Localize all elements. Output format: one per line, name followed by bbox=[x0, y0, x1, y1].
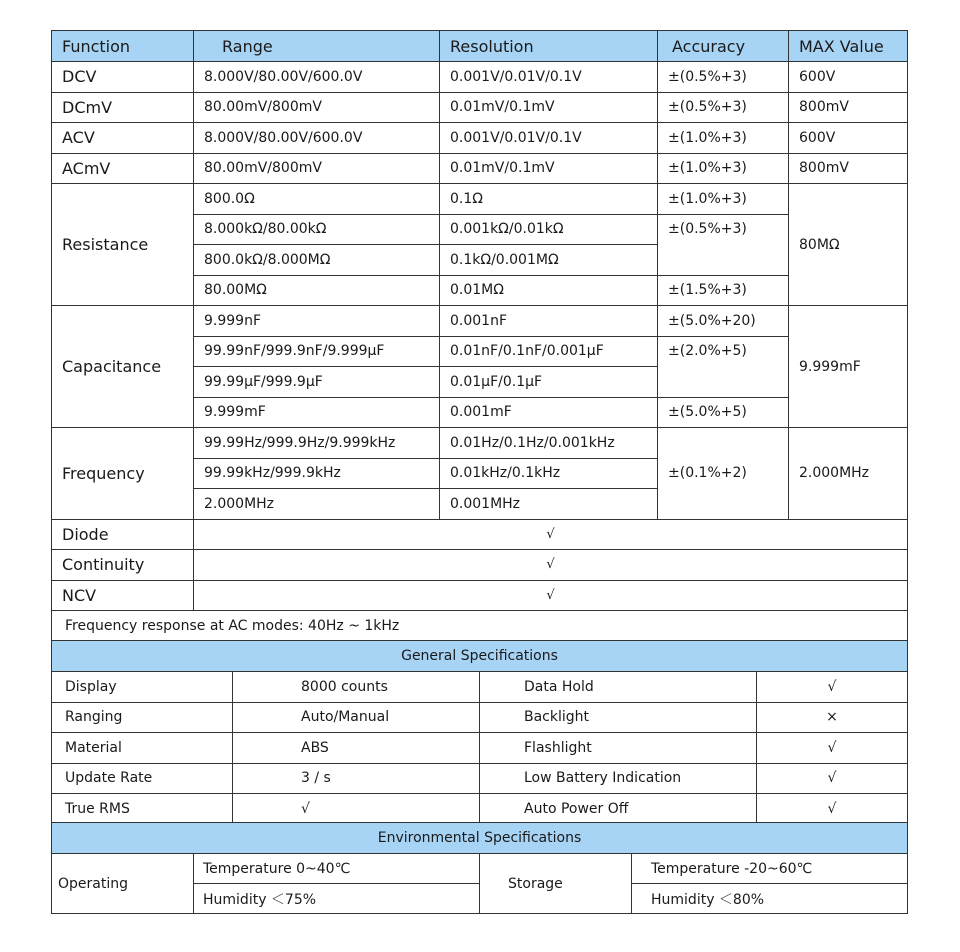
feature-label: Flashlight bbox=[480, 733, 757, 764]
header-accuracy: Accuracy bbox=[658, 31, 789, 62]
spec-label: Display bbox=[52, 672, 233, 703]
resolution-cell: 0.001MHz bbox=[440, 489, 658, 520]
range-cell: 8.000V/80.00V/600.0V bbox=[194, 62, 440, 93]
range-cell: 2.000MHz bbox=[194, 489, 440, 520]
feature-mark: √ bbox=[757, 672, 908, 703]
storage-label: Storage bbox=[480, 854, 632, 914]
general-specifications-title: General Specifications bbox=[52, 641, 908, 672]
spec-value: Auto/Manual bbox=[233, 702, 480, 733]
resolution-cell: 0.001mF bbox=[440, 397, 658, 428]
resolution-cell: 0.01μF/0.1μF bbox=[440, 367, 658, 398]
table-row bbox=[52, 763, 908, 794]
table-row bbox=[52, 184, 908, 215]
resolution-cell: 0.001kΩ/0.01kΩ bbox=[440, 214, 658, 245]
accuracy-cell: ±(0.5%+3) bbox=[658, 214, 789, 275]
table-row bbox=[52, 153, 908, 184]
resolution-cell: 0.01mV/0.1mV bbox=[440, 92, 658, 123]
table-row bbox=[52, 580, 908, 611]
frequency-response-note: Frequency response at AC modes: 40Hz ~ 1kHz bbox=[52, 611, 908, 642]
header-range: Range bbox=[194, 31, 440, 62]
range-cell: 800.0kΩ/8.000MΩ bbox=[194, 245, 440, 276]
range-cell: 99.99Hz/999.9Hz/9.999kHz bbox=[194, 428, 440, 459]
accuracy-cell: ±(5.0%+5) bbox=[658, 397, 789, 428]
range-cell: 9.999mF bbox=[194, 397, 440, 428]
range-cell: 99.99nF/999.9nF/9.999μF bbox=[194, 336, 440, 367]
check-mark: √ bbox=[194, 580, 908, 611]
spec-value: ABS bbox=[233, 733, 480, 764]
operating-humidity: Humidity ＜75% bbox=[194, 884, 480, 914]
range-cell: 80.00mV/800mV bbox=[194, 92, 440, 123]
accuracy-cell: ±(1.5%+3) bbox=[658, 275, 789, 306]
range-cell: 800.0Ω bbox=[194, 184, 440, 215]
function-cell: ACmV bbox=[52, 153, 194, 184]
spec-label: True RMS bbox=[52, 794, 233, 825]
feature-label: Data Hold bbox=[480, 672, 757, 703]
range-cell: 8.000V/80.00V/600.0V bbox=[194, 123, 440, 154]
function-cell: DCmV bbox=[52, 92, 194, 123]
function-cell: NCV bbox=[52, 580, 194, 611]
range-cell: 8.000kΩ/80.00kΩ bbox=[194, 214, 440, 245]
resolution-cell: 0.01Hz/0.1Hz/0.001kHz bbox=[440, 428, 658, 459]
storage-temperature: Temperature -20~60℃ bbox=[632, 854, 908, 884]
spec-label: Update Rate bbox=[52, 763, 233, 794]
table-row bbox=[52, 550, 908, 581]
resolution-cell: 0.01mV/0.1mV bbox=[440, 153, 658, 184]
header-function: Function bbox=[52, 31, 194, 62]
header-max-value: MAX Value bbox=[789, 31, 908, 62]
header-resolution: Resolution bbox=[440, 31, 658, 62]
table-row bbox=[52, 794, 908, 825]
max-value-cell: 80MΩ bbox=[789, 184, 908, 306]
max-value-cell: 9.999mF bbox=[789, 306, 908, 428]
resolution-cell: 0.001V/0.01V/0.1V bbox=[440, 123, 658, 154]
max-value-cell: 800mV bbox=[789, 92, 908, 123]
range-cell: 80.00MΩ bbox=[194, 275, 440, 306]
table-row bbox=[52, 854, 908, 884]
range-cell: 99.99kHz/999.9kHz bbox=[194, 458, 440, 489]
storage-humidity: Humidity ＜80% bbox=[632, 884, 908, 914]
environmental-spec-table bbox=[51, 822, 908, 914]
max-value-cell: 2.000MHz bbox=[789, 428, 908, 520]
feature-label: Backlight bbox=[480, 702, 757, 733]
table-row bbox=[52, 306, 908, 337]
table-row bbox=[52, 123, 908, 154]
feature-mark: √ bbox=[757, 733, 908, 764]
accuracy-cell: ±(1.0%+3) bbox=[658, 184, 789, 215]
measurement-spec-table bbox=[51, 30, 908, 642]
table-row bbox=[52, 733, 908, 764]
spec-value: 8000 counts bbox=[233, 672, 480, 703]
table-row bbox=[52, 92, 908, 123]
environmental-specifications-title: Environmental Specifications bbox=[52, 823, 908, 854]
spec-value: 3 / s bbox=[233, 763, 480, 794]
feature-label: Auto Power Off bbox=[480, 794, 757, 825]
resolution-cell: 0.001nF bbox=[440, 306, 658, 337]
feature-mark: √ bbox=[757, 763, 908, 794]
function-cell: Frequency bbox=[52, 428, 194, 520]
range-cell: 9.999nF bbox=[194, 306, 440, 337]
accuracy-cell: ±(5.0%+20) bbox=[658, 306, 789, 337]
max-value-cell: 600V bbox=[789, 123, 908, 154]
check-mark: √ bbox=[194, 519, 908, 550]
accuracy-cell: ±(2.0%+5) bbox=[658, 336, 789, 397]
resolution-cell: 0.001V/0.01V/0.1V bbox=[440, 62, 658, 93]
feature-label: Low Battery Indication bbox=[480, 763, 757, 794]
note-row bbox=[52, 611, 908, 642]
table-row bbox=[52, 702, 908, 733]
general-spec-table bbox=[51, 640, 908, 825]
resolution-cell: 0.1Ω bbox=[440, 184, 658, 215]
table-row bbox=[52, 428, 908, 459]
resolution-cell: 0.01nF/0.1nF/0.001μF bbox=[440, 336, 658, 367]
operating-label: Operating bbox=[52, 854, 194, 914]
range-cell: 99.99μF/999.9μF bbox=[194, 367, 440, 398]
accuracy-cell: ±(1.0%+3) bbox=[658, 123, 789, 154]
feature-mark: √ bbox=[757, 794, 908, 825]
resolution-cell: 0.1kΩ/0.001MΩ bbox=[440, 245, 658, 276]
check-mark: √ bbox=[194, 550, 908, 581]
spec-label: Ranging bbox=[52, 702, 233, 733]
function-cell: Capacitance bbox=[52, 306, 194, 428]
function-cell: Continuity bbox=[52, 550, 194, 581]
table-row bbox=[52, 519, 908, 550]
function-cell: Resistance bbox=[52, 184, 194, 306]
max-value-cell: 600V bbox=[789, 62, 908, 93]
operating-temperature: Temperature 0~40℃ bbox=[194, 854, 480, 884]
resolution-cell: 0.01kHz/0.1kHz bbox=[440, 458, 658, 489]
spec-header-row bbox=[52, 31, 908, 62]
table-row bbox=[52, 62, 908, 93]
general-banner-row bbox=[52, 641, 908, 672]
feature-mark: × bbox=[757, 702, 908, 733]
accuracy-cell: ±(0.5%+3) bbox=[658, 92, 789, 123]
accuracy-cell: ±(0.5%+3) bbox=[658, 62, 789, 93]
function-cell: ACV bbox=[52, 123, 194, 154]
spec-label: Material bbox=[52, 733, 233, 764]
range-cell: 80.00mV/800mV bbox=[194, 153, 440, 184]
spec-value: √ bbox=[233, 794, 480, 825]
table-row bbox=[52, 672, 908, 703]
max-value-cell: 800mV bbox=[789, 153, 908, 184]
function-cell: Diode bbox=[52, 519, 194, 550]
function-cell: DCV bbox=[52, 62, 194, 93]
resolution-cell: 0.01MΩ bbox=[440, 275, 658, 306]
environmental-banner-row bbox=[52, 823, 908, 854]
accuracy-cell: ±(0.1%+2) bbox=[658, 428, 789, 520]
accuracy-cell: ±(1.0%+3) bbox=[658, 153, 789, 184]
